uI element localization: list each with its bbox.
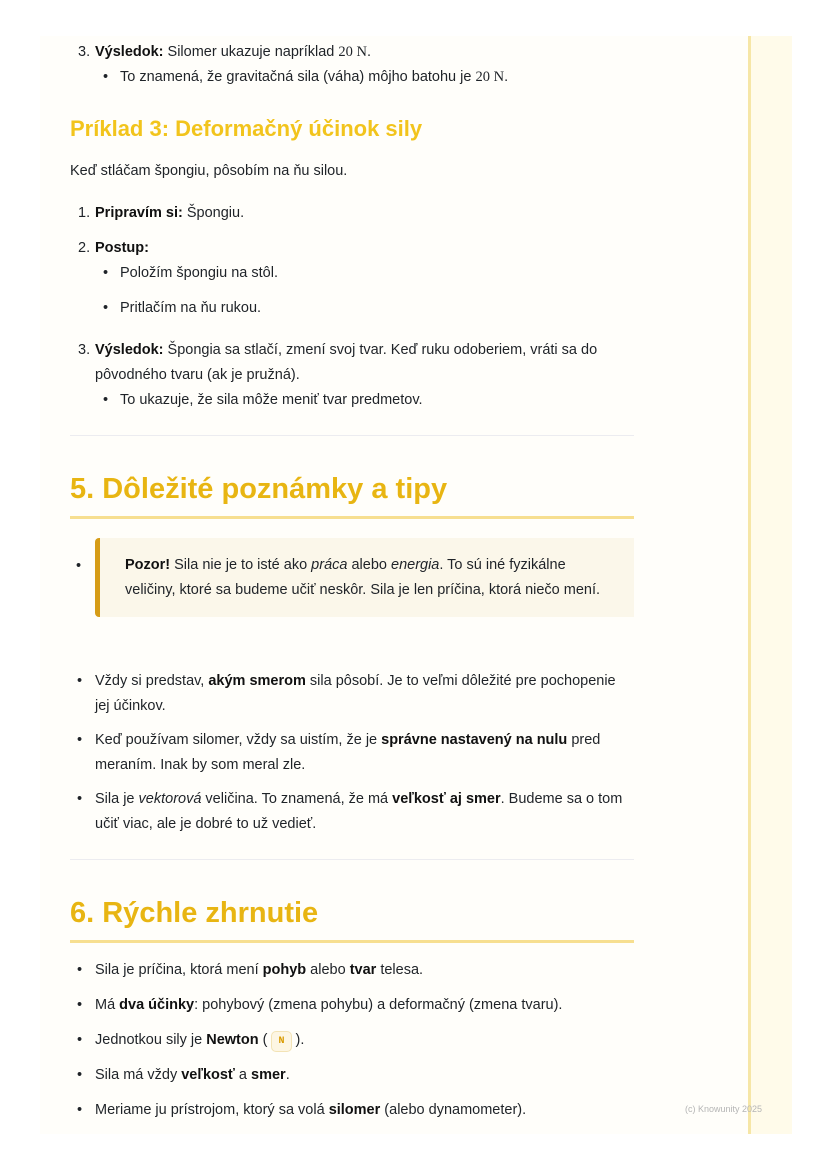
list-item: • Sila má vždy veľkosť a smer.: [70, 1063, 634, 1088]
list-item: • Má dva účinky: pohybový (zmena pohybu) a deformačný (zmena tvaru).: [70, 993, 634, 1018]
list-item: • Sila je vektorová veličina. To znamená, že má veľkosť aj smer. Budeme sa o tom učiť viac, ale je dobré to už vedieť.: [70, 787, 634, 837]
list-item: • Položím špongiu na stôl.: [70, 261, 634, 286]
warning-callout: • Pozor! Sila nie je to isté ako práca alebo energia. To sú iné fyzikálne veličiny, ktoré sa budeme učiť neskôr. Sila je len príčina, ktorá niečo mení.: [95, 538, 634, 617]
list-item: 1. Pripravím si: Špongiu.: [78, 205, 245, 221]
side-strip: [748, 36, 792, 1134]
list-item: • Meriame ju prístrojom, ktorý sa volá silomer (alebo dynamometer).: [70, 1098, 634, 1123]
list-item: • Sila je príčina, ktorá mení pohyb alebo tvar telesa.: [70, 958, 634, 983]
divider: [70, 435, 634, 436]
list-item: 3. Výsledok: Špongia sa stlačí, zmení svoj tvar. Keď ruku odoberiem, vráti sa do pôvodného tvaru (ak je pružná).: [78, 342, 598, 383]
list-item: • To ukazuje, že sila môže meniť tvar predmetov.: [70, 388, 634, 413]
example-3-intro: Keď stláčam špongiu, pôsobím na ňu silou.: [70, 163, 348, 179]
section-6-title: 6. Rýchle zhrnutie: [70, 894, 634, 943]
list-item: • Vždy si predstav, akým smerom sila pôsobí. Je to veľmi dôležité pre pochopenie jej účinkov.: [70, 669, 634, 719]
copyright-footer: (c) Knowunity 2025: [685, 1104, 763, 1114]
divider: [70, 859, 634, 860]
example-3-title: Príklad 3: Deformačný účinok sily: [70, 116, 423, 141]
section-5-title: 5. Dôležité poznámky a tipy: [70, 470, 634, 519]
list-item: 2. Postup:: [78, 240, 149, 256]
list-item: • Keď používam silomer, vždy sa uistím, že je správne nastavený na nulu pred meraním. Inak by som meral zle.: [70, 728, 634, 778]
page-edge-line: [748, 36, 751, 1134]
list-item: 3. Výsledok: Silomer ukazuje napríklad 20 N.: [78, 44, 372, 60]
unit-badge: N: [271, 1031, 291, 1052]
list-item: • Jednotkou sily je Newton ( N ).: [70, 1028, 634, 1053]
list-item: • To znamená, že gravitačná sila (váha) môjho batohu je 20 N.: [70, 65, 634, 90]
list-item: • Pritlačím na ňu rukou.: [70, 296, 634, 321]
document-page: [40, 36, 792, 1134]
